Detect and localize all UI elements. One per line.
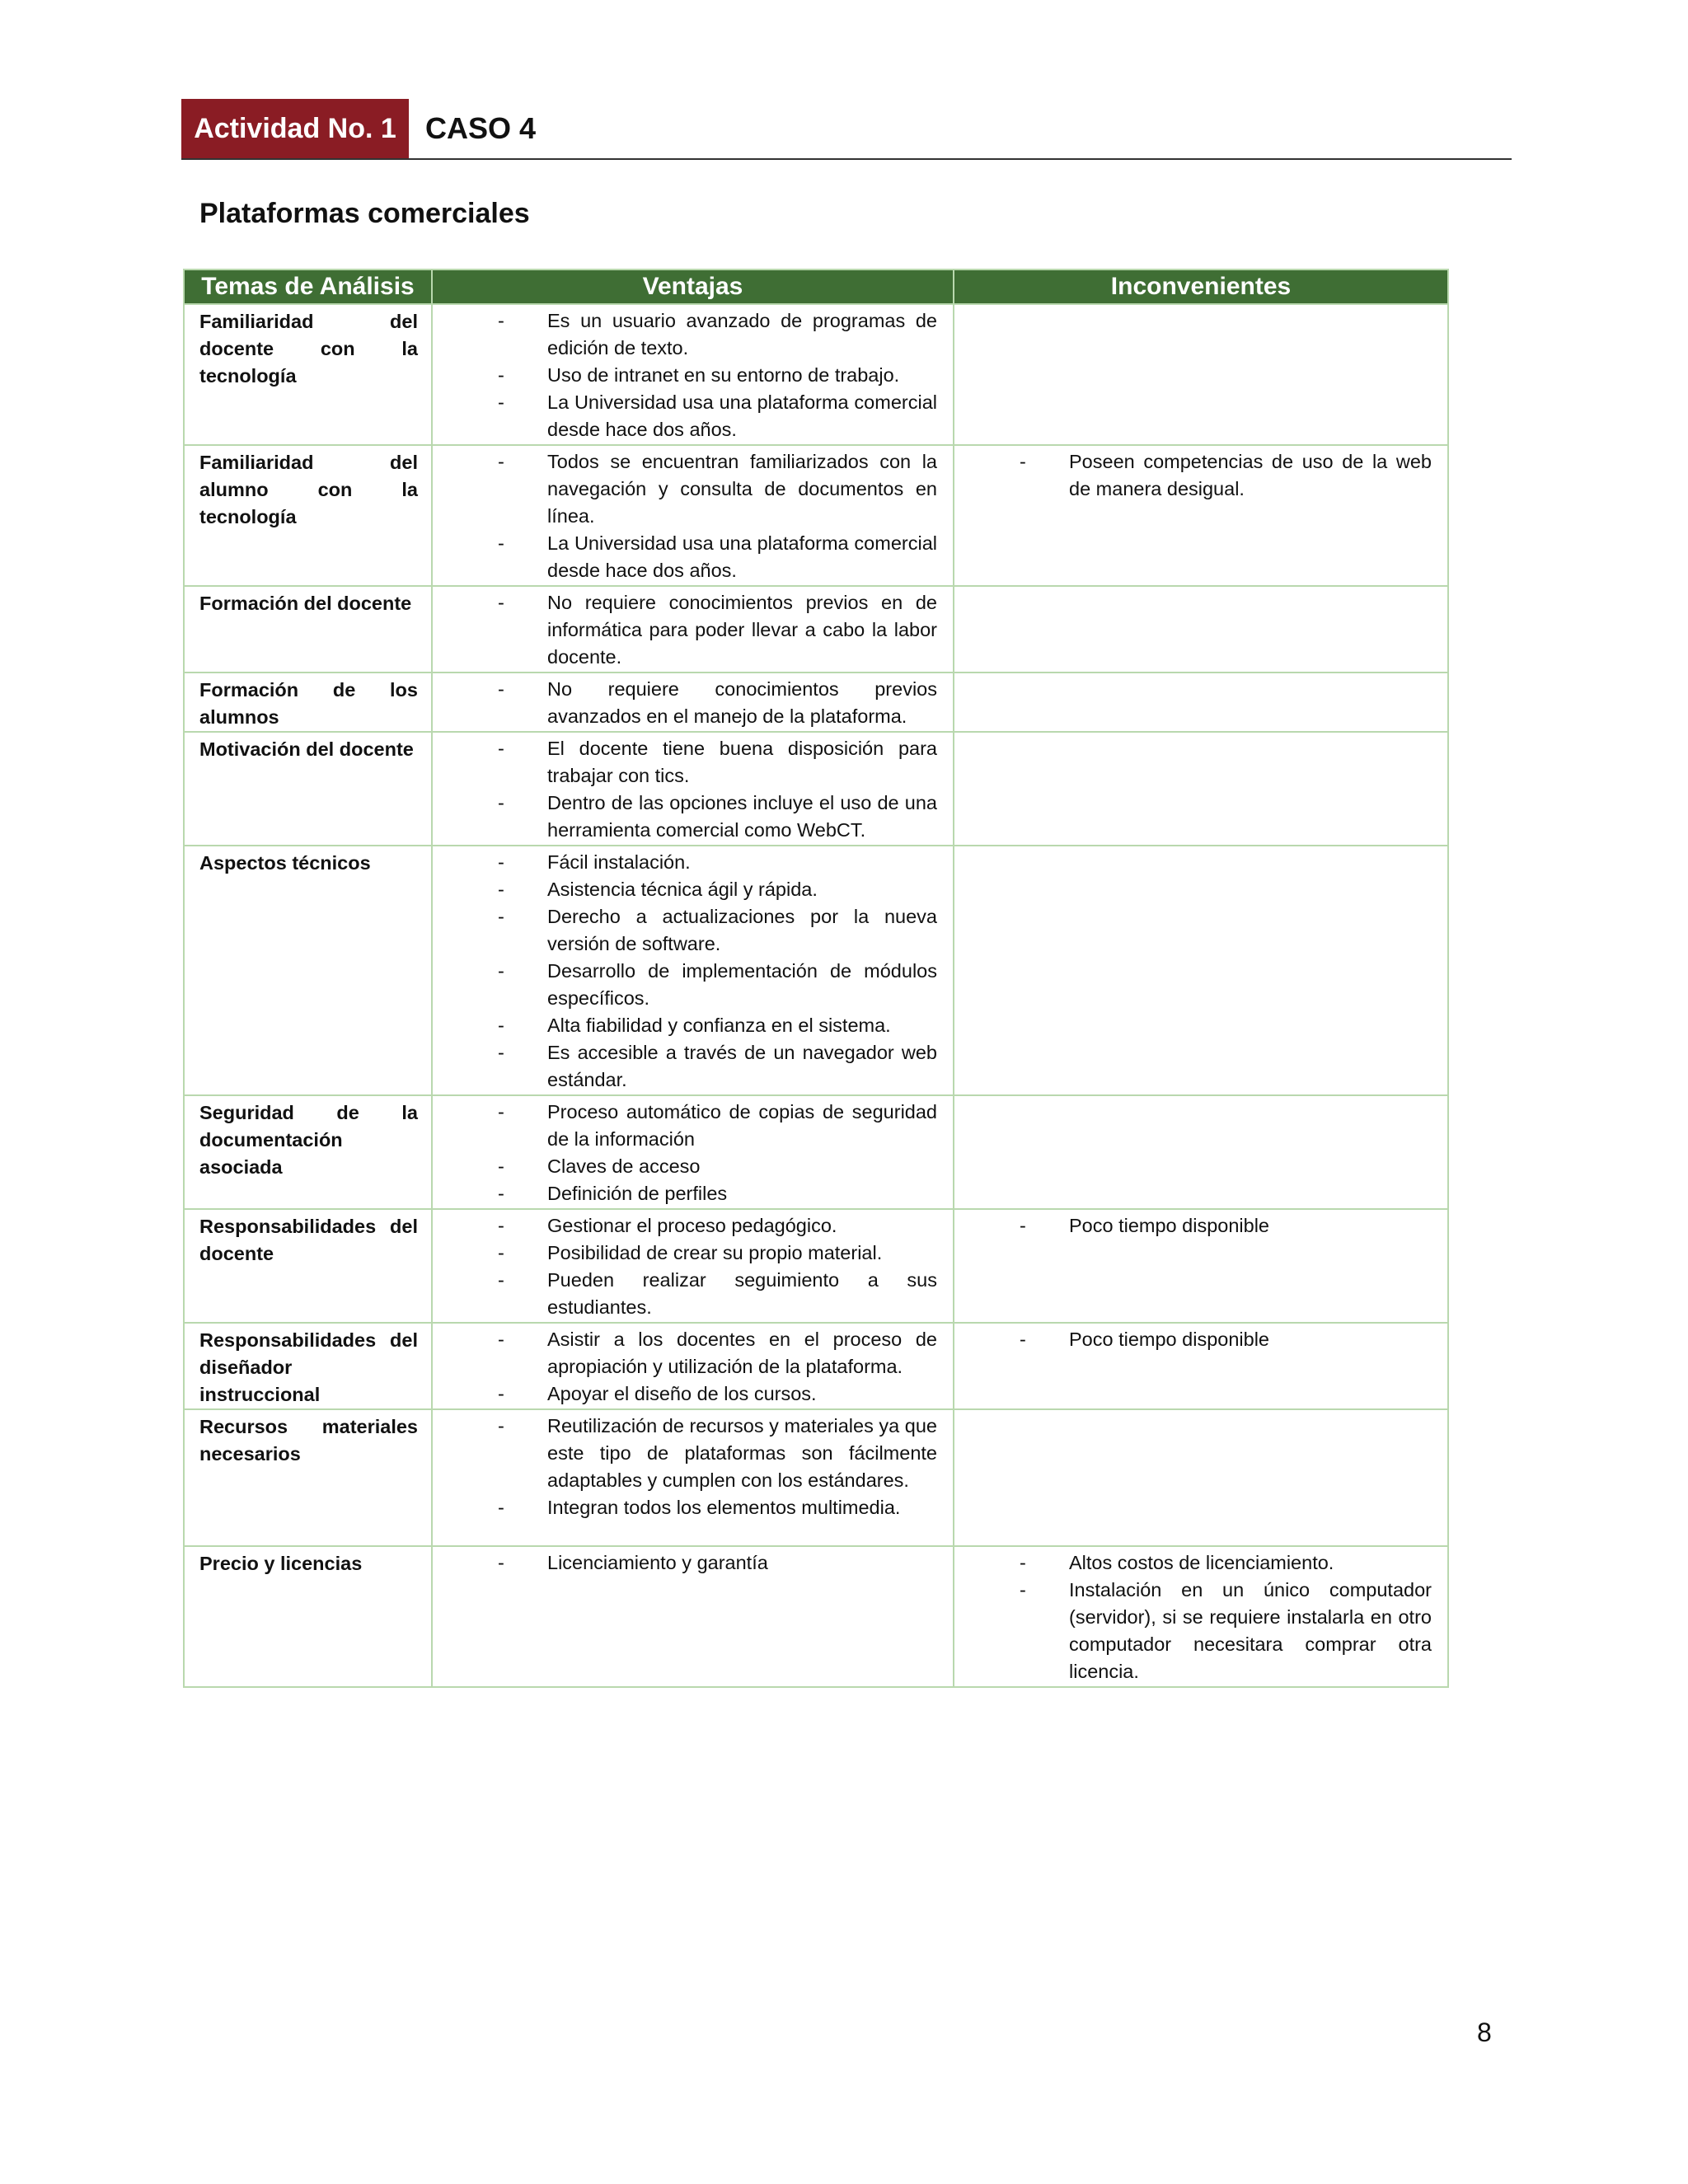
ventaja-item: - Uso de intranet en su entorno de trabajo. [434,362,937,389]
section-title: Plataformas comerciales [199,198,530,229]
table-row [184,732,1448,846]
ventaja-item: - Posibilidad de crear su propio material. [434,1240,937,1267]
table-row [184,846,1448,1095]
page-header [181,99,1512,160]
inconvenientes-cell [954,1409,1448,1546]
ventajas-list [434,1097,952,1207]
inconvenientes-list [955,674,1447,676]
ventaja-item: - Dentro de las opciones incluye el uso de una herramienta comercial como WebCT. [434,790,937,844]
ventajas-list [434,733,952,844]
ventaja-item: - Asistir a los docentes en el proceso de apropiación y utilización de la plataforma. [434,1326,937,1380]
ventaja-item: - Asistencia técnica ágil y rápida. [434,876,937,903]
ventajas-cell [432,846,954,1095]
ventajas-cell [432,586,954,673]
table-row [184,1323,1448,1409]
topic-cell: Familiaridad del alumno con la tecnología [184,445,432,586]
inconveniente-item: - Instalación en un único computador (servidor), si se requiere instalarla en otro computador necesitara comprar otra licencia. [955,1577,1432,1685]
topic-cell: Formación del docente [184,586,432,673]
inconveniente-item: - Poseen competencias de uso de la web de manera desigual. [955,448,1432,503]
table-row [184,1409,1448,1546]
inconvenientes-list [955,847,1447,849]
table-row [184,673,1448,732]
table-row [184,1209,1448,1323]
topic-cell: Responsabilidades del diseñador instruccional [184,1323,432,1409]
inconvenientes-list [955,733,1447,735]
ventaja-item: - Desarrollo de implementación de módulos específicos. [434,958,937,1012]
page-number: 8 [1477,2018,1492,2047]
inconvenientes-cell [954,304,1448,445]
ventajas-cell [432,445,954,586]
activity-badge: Actividad No. 1 [181,99,409,158]
ventaja-item: - La Universidad usa una plataforma comercial desde hace dos años. [434,530,937,584]
ventajas-list [434,588,952,671]
ventaja-item: - El docente tiene buena disposición para trabajar con tics. [434,735,937,790]
ventaja-item: - La Universidad usa una plataforma comercial desde hace dos años. [434,389,937,443]
inconvenientes-cell [954,1209,1448,1323]
ventajas-list [434,1411,952,1521]
ventajas-cell [432,1209,954,1323]
ventaja-item: - Derecho a actualizaciones por la nueva versión de software. [434,903,937,958]
ventajas-cell [432,1546,954,1687]
inconveniente-item: - Altos costos de licenciamiento. [955,1549,1432,1577]
inconvenientes-list [955,1211,1447,1240]
inconvenientes-list [955,1411,1447,1413]
inconvenientes-cell [954,846,1448,1095]
table-row [184,304,1448,445]
table-body [184,304,1448,1687]
column-header-topics: Temas de Análisis [184,269,432,304]
analysis-table [183,269,1449,1688]
inconvenientes-list [955,447,1447,503]
inconvenientes-cell [954,1323,1448,1409]
inconvenientes-cell [954,1546,1448,1687]
ventajas-cell [432,732,954,846]
ventaja-item: - Es un usuario avanzado de programas de edición de texto. [434,307,937,362]
ventajas-list [434,1324,952,1408]
ventajas-list [434,447,952,584]
inconvenientes-list [955,306,1447,307]
ventaja-item: - Fácil instalación. [434,849,937,876]
inconvenientes-list [955,588,1447,589]
ventaja-item: - Pueden realizar seguimiento a sus estudiantes. [434,1267,937,1321]
table-row [184,1095,1448,1209]
inconveniente-item: - Poco tiempo disponible [955,1326,1432,1353]
ventaja-item: - No requiere conocimientos previos en de informática para poder llevar a cabo la labor docente. [434,589,937,671]
table-row [184,586,1448,673]
inconvenientes-list [955,1097,1447,1099]
topic-cell: Familiaridad del docente con la tecnología [184,304,432,445]
table-row [184,445,1448,586]
column-header-inconvenientes: Inconvenientes [954,269,1448,304]
table-header-row [184,269,1448,304]
inconveniente-item: - Poco tiempo disponible [955,1212,1432,1240]
ventajas-list [434,1548,952,1577]
column-header-ventajas: Ventajas [432,269,954,304]
topic-cell: Recursos materiales necesarios [184,1409,432,1546]
inconvenientes-cell [954,732,1448,846]
topic-cell: Seguridad de la documentación asociada [184,1095,432,1209]
ventajas-list [434,306,952,443]
ventajas-cell [432,304,954,445]
topic-cell: Motivación del docente [184,732,432,846]
ventajas-cell [432,1409,954,1546]
inconvenientes-cell [954,445,1448,586]
ventaja-item: - Definición de perfiles [434,1180,937,1207]
case-title: CASO 4 [425,111,537,145]
inconvenientes-cell [954,1095,1448,1209]
ventaja-item: - Claves de acceso [434,1153,937,1180]
ventaja-item: - Es accesible a través de un navegador web estándar. [434,1039,937,1094]
inconvenientes-cell [954,586,1448,673]
ventajas-list [434,674,952,730]
ventajas-list [434,1211,952,1321]
inconvenientes-list [955,1324,1447,1353]
ventaja-item: - Gestionar el proceso pedagógico. [434,1212,937,1240]
inconvenientes-list [955,1548,1447,1685]
ventajas-cell [432,673,954,732]
ventaja-item: - Reutilización de recursos y materiales ya que este tipo de plataformas son fácilmente adaptables y cumplen con los estándares. [434,1413,937,1494]
topic-cell: Precio y licencias [184,1546,432,1687]
topic-cell: Responsabilidades del docente [184,1209,432,1323]
ventaja-item: - Apoyar el diseño de los cursos. [434,1380,937,1408]
topic-cell: Formación de los alumnos [184,673,432,732]
table-row [184,1546,1448,1687]
ventaja-item: - Integran todos los elementos multimedia. [434,1494,937,1521]
ventaja-item: - Alta fiabilidad y confianza en el sistema. [434,1012,937,1039]
ventajas-cell [432,1095,954,1209]
ventaja-item: - Todos se encuentran familiarizados con la navegación y consulta de documentos en línea. [434,448,937,530]
ventaja-item: - Proceso automático de copias de seguridad de la información [434,1099,937,1153]
ventaja-item: - Licenciamiento y garantía [434,1549,937,1577]
ventajas-cell [432,1323,954,1409]
ventajas-list [434,847,952,1094]
inconvenientes-cell [954,673,1448,732]
ventaja-item: - No requiere conocimientos previos avanzados en el manejo de la plataforma. [434,676,937,730]
topic-cell: Aspectos técnicos [184,846,432,1095]
